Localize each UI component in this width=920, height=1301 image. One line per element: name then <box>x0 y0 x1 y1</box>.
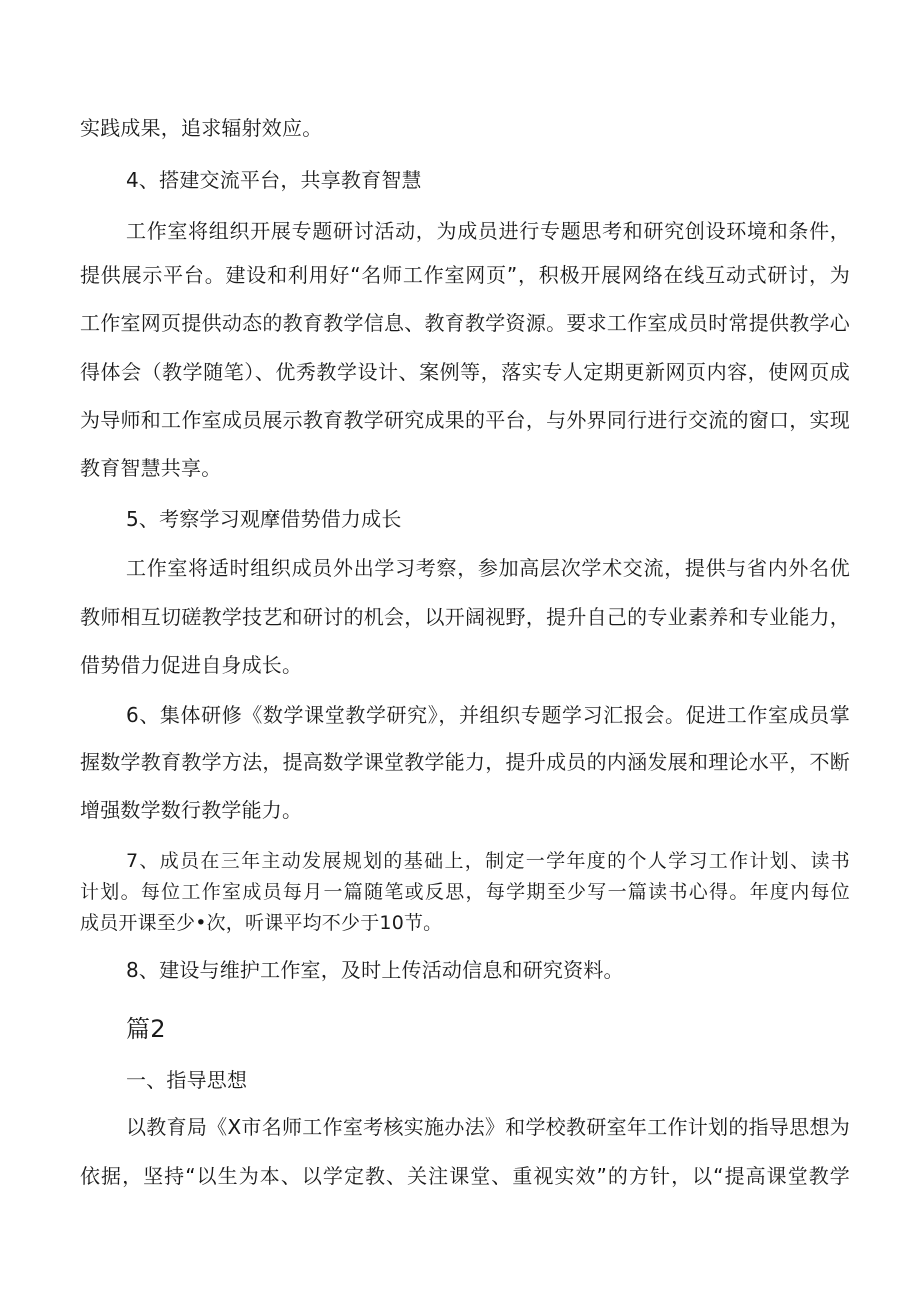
text-line-22: 以教育局《X市名师工作室考核实施办法》和学校教研室年工作计划的指导思想为 <box>126 1115 850 1139</box>
item-6-line-3: 增强数学数行教学能力。 <box>80 798 303 822</box>
section-heading-4: 4、搭建交流平台，共享教育智慧 <box>126 168 422 192</box>
text-line-7: 为导师和工作室成员展示教育教学研究成果的平台，与外界同行进行交流的窗口，实现 <box>80 408 850 432</box>
text-line-8: 教育智慧共享。 <box>80 456 222 480</box>
item-7-line-2: 计划。每位工作室成员每月一篇随笔或反思，每学期至少写一篇读书心得。年度内每位 <box>80 881 850 903</box>
text-line-3: 工作室将组织开展专题研讨活动，为成员进行专题思考和研究创设环境和条件， <box>126 219 850 243</box>
text-line-1: 实践成果，追求辐射效应。 <box>80 116 323 140</box>
text-line-10: 工作室将适时组织成员外出学习考察，参加高层次学术交流，提供与省内外名优 <box>126 556 850 580</box>
text-line-12: 借势借力促进自身成长。 <box>80 653 303 677</box>
text-line-11: 教师相互切磋教学技艺和研讨的机会，以开阔视野，提升自己的专业素养和专业能力， <box>80 605 850 629</box>
item-8-line: 8、建设与维护工作室，及时上传活动信息和研究资料。 <box>126 958 624 982</box>
item-6-line-2: 握数学教育教学方法，提高数学课堂教学能力，提升成员的内涵发展和理论水平，不断 <box>80 750 850 774</box>
text-line-5: 工作室网页提供动态的教育教学信息、教育教学资源。要求工作室成员时常提供教学心 <box>80 311 850 335</box>
text-line-6: 得体会（教学随笔）、优秀教学设计、案例等，落实专人定期更新网页内容，使网页成 <box>80 360 850 384</box>
text-line-23: 依据，坚持“以生为本、以学定教、关注课堂、重视实效”的方针，以“提高课堂教学 <box>80 1164 850 1188</box>
section-heading-5: 5、考察学习观摩借势借力成长 <box>126 507 402 531</box>
chapter-heading: 篇2 <box>126 1015 166 1043</box>
item-6-line-1: 6、集体研修《数学课堂教学研究》，并组织专题学习汇报会。促进工作室成员掌 <box>126 703 850 727</box>
text-line-4: 提供展示平台。建设和利用好“名师工作室网页”，积极开展网络在线互动式研讨，为 <box>80 263 850 287</box>
section-heading-guiding-thought: 一、指导思想 <box>126 1068 248 1092</box>
item-7-line-1: 7、成员在三年主动发展规划的基础上，制定一学年度的个人学习工作计划、读书 <box>126 850 850 872</box>
item-7-line-3: 成员开课至少•次，听课平均不少于10节。 <box>80 912 443 934</box>
